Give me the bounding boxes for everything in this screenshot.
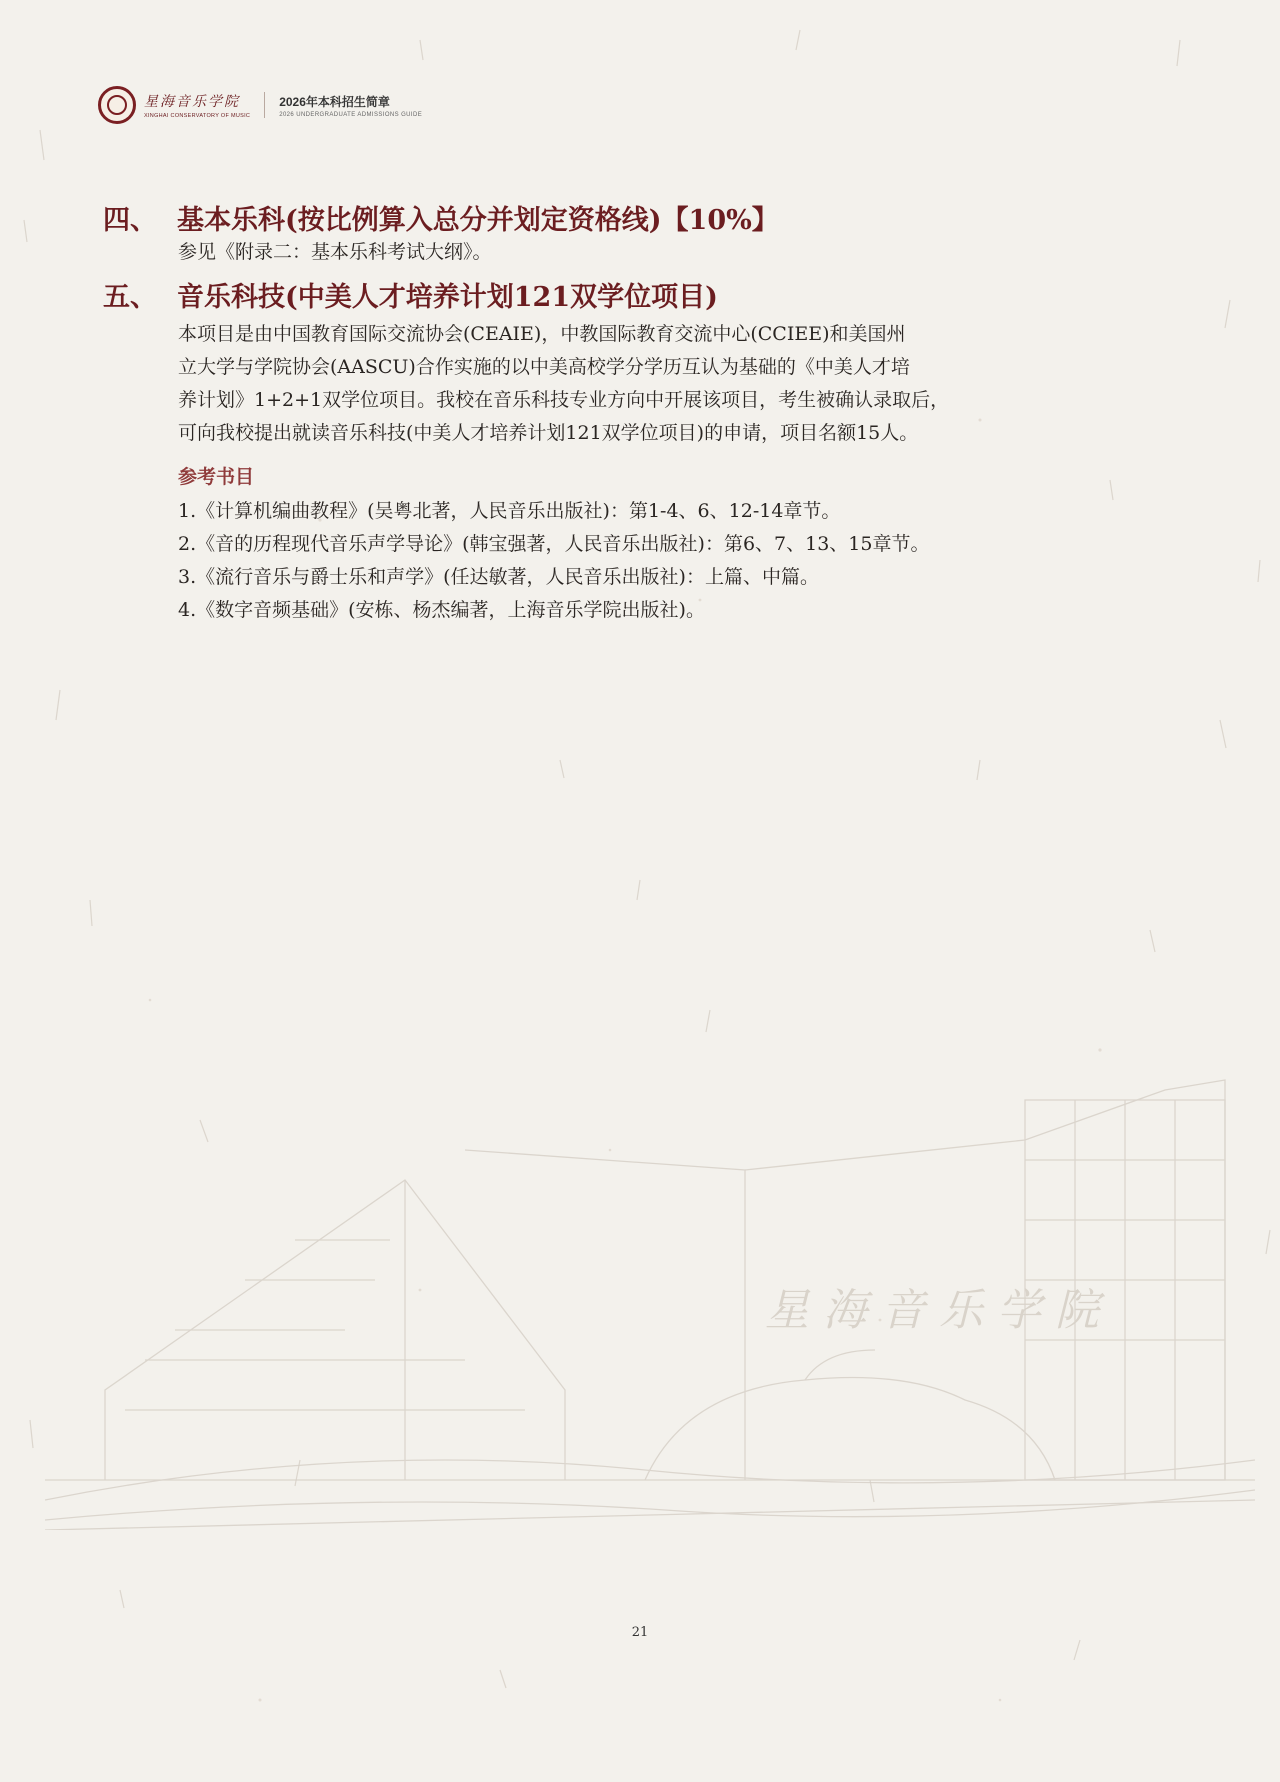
section-4-heading: 基本乐科(按比例算入总分并划定资格线)【10%】 <box>177 205 779 236</box>
reference-list <box>178 495 930 627</box>
school-brand <box>144 91 250 119</box>
references-heading: 参考书目 <box>178 466 255 488</box>
section-5-paragraph-line-2: 立大学与学院协会(AASCU)合作实施的以中美高校学分学历互认为基础的《中美人才培 <box>178 356 910 378</box>
watermark-text: 星海音乐学院 <box>765 1285 1113 1336</box>
reference-item-4: 4.《数字音频基础》(安栋、杨杰编著，上海音乐学院出版社)。 <box>178 599 705 621</box>
school-seal-icon <box>98 86 136 124</box>
campus-watermark-illustration <box>45 1060 1255 1530</box>
page-number: 21 <box>631 1625 649 1640</box>
section-5-paragraph-line-3: 养计划》1+2+1双学位项目。我校在音乐科技专业方向中开展该项目，考生被确认录取后， <box>178 389 950 411</box>
section-5-title <box>103 275 718 314</box>
section-5-paragraph-line-4: 可向我校提出就读音乐科技(中美人才培养计划121双学位项目)的申请，项目名额15人。 <box>178 422 919 444</box>
guide-title-block <box>279 93 422 118</box>
page-header <box>98 86 422 124</box>
section-4-title <box>103 198 779 237</box>
reference-item-3: 3.《流行音乐与爵士乐和声学》(任达敏著，人民音乐出版社)：上篇、中篇。 <box>178 566 819 588</box>
section-4-number: 四、 <box>103 205 157 236</box>
guide-title-en: 2026 UNDERGRADUATE ADMISSIONS GUIDE <box>279 111 423 118</box>
section-4-body: 参见《附录二：基本乐科考试大纲》。 <box>178 241 492 263</box>
section-5-number: 五、 <box>103 282 157 313</box>
guide-title-cn: 2026年本科招生简章 <box>279 94 390 109</box>
reference-item-1: 1.《计算机编曲教程》(吴粤北著，人民音乐出版社)：第1-4、6、12-14章节。 <box>178 500 841 522</box>
reference-item-2: 2.《音的历程现代音乐声学导论》(韩宝强著，人民音乐出版社)：第6、7、13、15章节。 <box>178 533 930 555</box>
section-5-heading: 音乐科技(中美人才培养计划121双学位项目) <box>177 282 718 313</box>
header-divider <box>264 92 265 118</box>
section-5-paragraph-line-1: 本项目是由中国教育国际交流协会(CEAIE)，中教国际教育交流中心(CCIEE)和美国州 <box>178 323 906 345</box>
school-name-cn: 星海音乐学院 <box>144 94 240 110</box>
school-name-en: XINGHAI CONSERVATORY OF MUSIC <box>144 113 251 119</box>
